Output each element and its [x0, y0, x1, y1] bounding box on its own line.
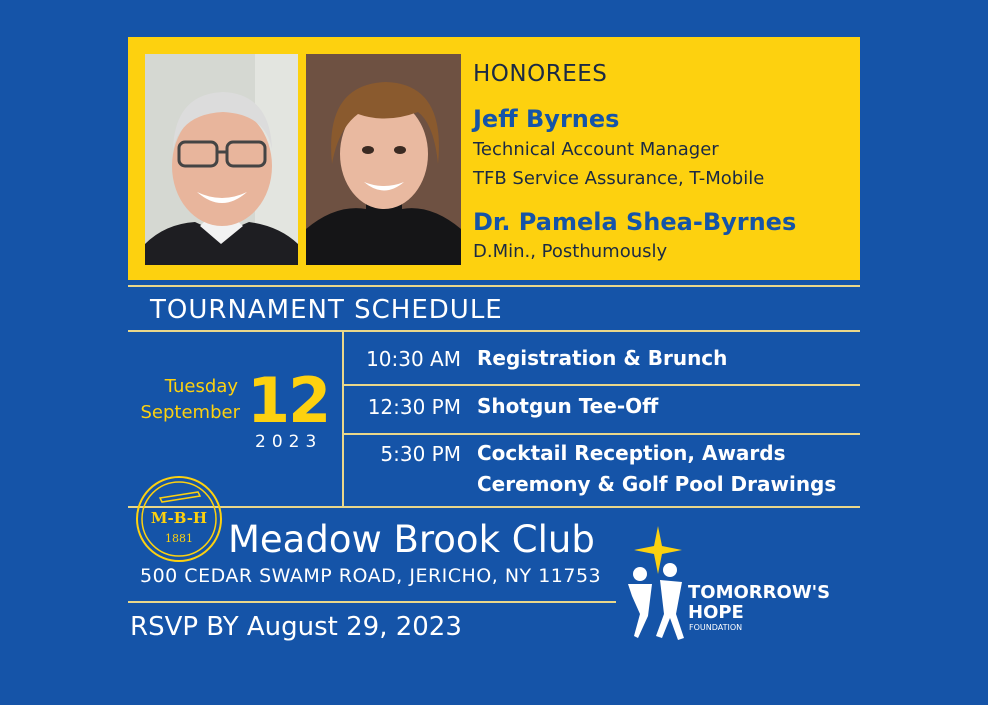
- event-time: 5:30 PM: [380, 442, 461, 466]
- event-year: 2023: [255, 432, 323, 452]
- divider: [342, 331, 344, 507]
- event-label: Ceremony & Golf Pool Drawings: [477, 472, 837, 496]
- event-label: Registration & Brunch: [477, 346, 728, 370]
- honorees-heading: HONOREES: [473, 61, 608, 87]
- schedule-heading: TOURNAMENT SCHEDULE: [150, 295, 503, 325]
- foundation-name-line1: TOMORROW'S: [688, 582, 831, 603]
- event-month: September: [140, 402, 240, 423]
- jeff-byrnes-photo: [145, 54, 298, 265]
- foundation-name-line3: FOUNDATION: [689, 623, 743, 632]
- honorees-panel: [128, 37, 860, 280]
- honoree-name: Dr. Pamela Shea-Byrnes: [473, 208, 797, 236]
- divider: [128, 285, 860, 287]
- honoree-name: Jeff Byrnes: [473, 105, 620, 133]
- foundation-name-line2: HOPE: [688, 602, 744, 623]
- event-label: Cocktail Reception, Awards: [477, 441, 786, 465]
- divider: [128, 601, 616, 603]
- venue-address: 500 CEDAR SWAMP ROAD, JERICHO, NY 11753: [140, 565, 602, 587]
- event-label: Shotgun Tee-Off: [477, 394, 659, 418]
- divider: [344, 384, 860, 386]
- divider: [128, 330, 860, 332]
- pamela-shea-byrnes-photo: [306, 54, 461, 265]
- event-day-number: 12: [247, 364, 330, 437]
- event-time: 10:30 AM: [366, 347, 461, 371]
- venue-name: Meadow Brook Club: [228, 518, 595, 561]
- meadow-brook-club-logo: [136, 476, 222, 562]
- divider: [344, 433, 860, 435]
- event-time: 12:30 PM: [367, 395, 461, 419]
- divider: [128, 506, 860, 508]
- honoree-title: Technical Account Manager: [473, 139, 719, 160]
- event-weekday: Tuesday: [164, 376, 238, 397]
- rsvp-deadline: RSVP BY August 29, 2023: [130, 612, 462, 642]
- honoree-title: D.Min., Posthumously: [473, 241, 668, 262]
- honoree-title: TFB Service Assurance, T-Mobile: [473, 168, 765, 189]
- logo-year: 1881: [165, 532, 193, 545]
- logo-text: M-B-H: [150, 509, 208, 527]
- tomorrows-hope-foundation-logo: [618, 526, 868, 646]
